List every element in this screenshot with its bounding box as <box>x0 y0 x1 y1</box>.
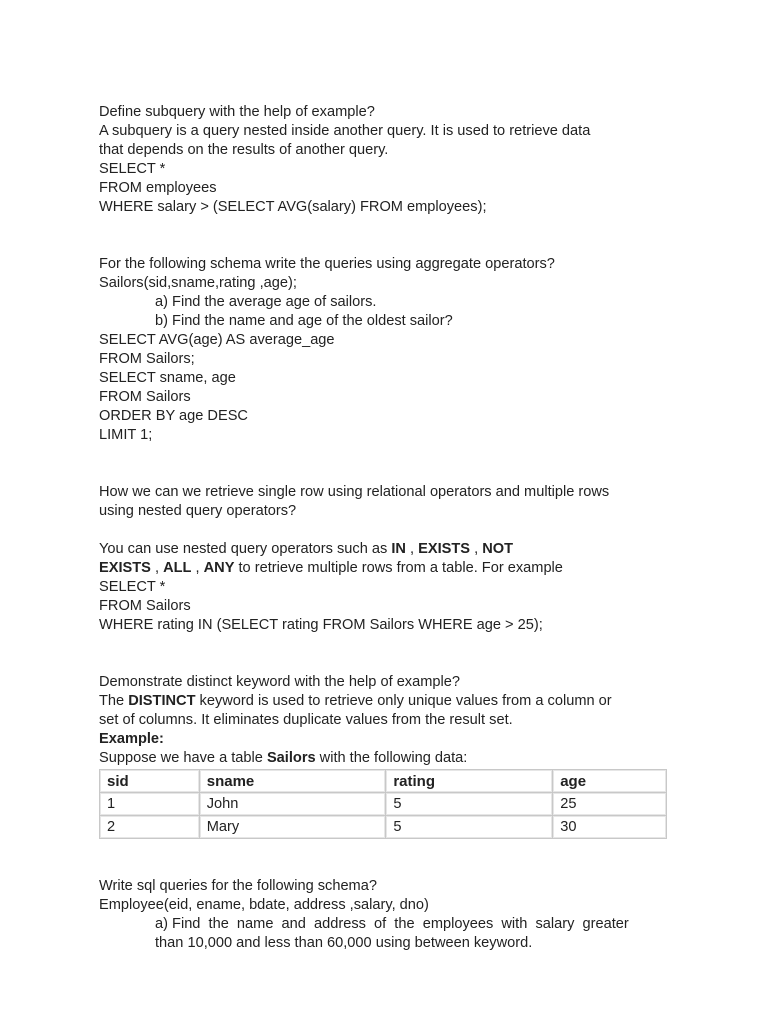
code-line: SELECT sname, age <box>99 370 236 386</box>
suppose-line: Suppose we have a table Sailors with the following data: <box>99 750 468 766</box>
example-label: Example: <box>99 731 164 747</box>
table-cell: 5 <box>386 816 553 839</box>
subquery-answer-line1: A subquery is a query nested inside another query. It is used to retrieve data <box>99 123 591 139</box>
table-header-cell: sname <box>199 770 386 793</box>
table-cell: Mary <box>199 816 386 839</box>
distinct-question: Demonstrate distinct keyword with the help of example? <box>99 674 460 690</box>
nested-question-line2: using nested query operators? <box>99 503 297 519</box>
distinct-answer-line1: The DISTINCT keyword is used to retrieve only unique values from a column or <box>99 693 612 709</box>
table-row <box>100 816 667 839</box>
aggregate-question: For the following schema write the queries using aggregate operators? <box>99 256 555 272</box>
aggregate-part-a: a) Find the average age of sailors. <box>155 294 377 310</box>
sql-schema-part-a-line1: a) Find the name and address of the employees with salary greater <box>155 916 629 932</box>
code-line: WHERE rating IN (SELECT rating FROM Sailors WHERE age > 25); <box>99 617 543 633</box>
nested-answer-line1: You can use nested query operators such as IN , EXISTS , NOT <box>99 541 513 557</box>
sailors-table <box>99 769 667 839</box>
code-line: WHERE salary > (SELECT AVG(salary) FROM employees); <box>99 199 487 215</box>
table-header-cell: age <box>553 770 667 793</box>
table-cell: 1 <box>100 793 200 816</box>
table-header-row <box>100 770 667 793</box>
sql-schema-part-a-line2: than 10,000 and less than 60,000 using between keyword. <box>155 935 533 951</box>
table-cell: 30 <box>553 816 667 839</box>
code-line: SELECT AVG(age) AS average_age <box>99 332 335 348</box>
aggregate-part-b: b) Find the name and age of the oldest sailor? <box>155 313 453 329</box>
sql-schema-definition: Employee(eid, ename, bdate, address ,salary, dno) <box>99 897 429 913</box>
subquery-question: Define subquery with the help of example? <box>99 104 375 120</box>
table-cell: 5 <box>386 793 553 816</box>
subquery-answer-line2: that depends on the results of another query. <box>99 142 389 158</box>
table-cell: John <box>199 793 386 816</box>
sql-schema-question: Write sql queries for the following schema? <box>99 878 377 894</box>
aggregate-schema: Sailors(sid,sname,rating ,age); <box>99 275 297 291</box>
document-page <box>99 103 671 953</box>
code-line: FROM Sailors; <box>99 351 195 367</box>
code-line: FROM employees <box>99 180 217 196</box>
distinct-answer-line2: set of columns. It eliminates duplicate values from the result set. <box>99 712 513 728</box>
table-header-cell: rating <box>386 770 553 793</box>
code-line: FROM Sailors <box>99 389 191 405</box>
code-line: SELECT * <box>99 161 166 177</box>
code-line: FROM Sailors <box>99 598 191 614</box>
code-line: LIMIT 1; <box>99 427 153 443</box>
nested-question-line1: How we can we retrieve single row using relational operators and multiple rows <box>99 484 610 500</box>
nested-answer-line2: EXISTS , ALL , ANY to retrieve multiple rows from a table. For example <box>99 560 563 576</box>
table-cell: 2 <box>100 816 200 839</box>
code-line: ORDER BY age DESC <box>99 408 248 424</box>
table-row <box>100 793 667 816</box>
code-line: SELECT * <box>99 579 166 595</box>
table-header-cell: sid <box>100 770 200 793</box>
table-cell: 25 <box>553 793 667 816</box>
